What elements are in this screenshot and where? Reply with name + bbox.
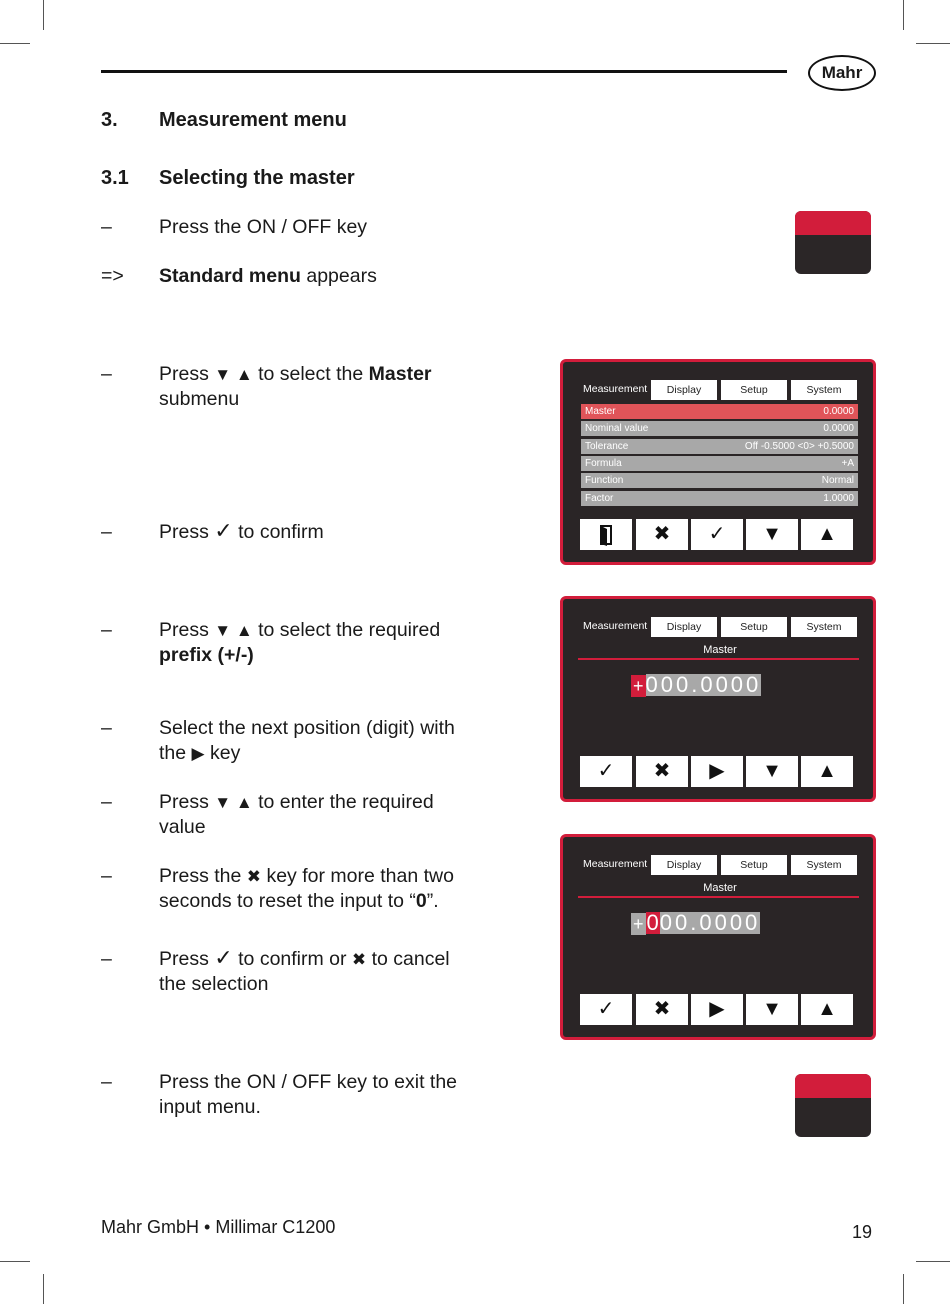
title-underline: [578, 658, 859, 660]
exit-icon: [597, 524, 615, 546]
step-bullet: =>: [101, 265, 124, 287]
tab-system[interactable]: System: [791, 855, 857, 875]
down-up-arrows-icon: ▼ ▲: [214, 793, 253, 812]
active-digit: 0: [646, 910, 659, 935]
step-text: Press ✓ to confirm: [159, 518, 324, 543]
tab-bar: [581, 855, 859, 875]
down-up-arrows-icon: ▼ ▲: [214, 365, 253, 384]
step-text: Press the ✖ key for more than two seconds to reset the input to “0”.: [159, 865, 454, 912]
crop-mark: [43, 0, 44, 30]
step-text: Press ▼ ▲ to select the required prefix (+/-): [159, 619, 441, 666]
tab-bar: [581, 617, 859, 637]
exit-button[interactable]: [580, 519, 632, 550]
crop-mark: [903, 0, 904, 30]
softkey-bar: [580, 994, 857, 1025]
check-icon: ✓: [214, 518, 233, 543]
tab-display[interactable]: Display: [651, 380, 717, 400]
crop-mark: [43, 1274, 44, 1304]
step-bullet: –: [101, 521, 112, 543]
tab-setup[interactable]: Setup: [721, 855, 787, 875]
cross-icon: ✖: [351, 950, 367, 969]
cancel-button[interactable]: ✖: [636, 756, 688, 787]
step-bullet: –: [101, 619, 112, 641]
step-text: Press ▼ ▲ to enter the required value: [159, 791, 434, 838]
next-digit-button[interactable]: ▶: [691, 756, 743, 787]
header-rule: [101, 70, 787, 73]
menu-row-function[interactable]: Function Normal: [581, 473, 858, 488]
up-button[interactable]: ▲: [801, 994, 853, 1025]
softkey-bar: [580, 519, 857, 550]
tab-measurement[interactable]: Measurement: [583, 383, 648, 395]
step-bullet: –: [101, 216, 112, 238]
crop-mark: [903, 1274, 904, 1304]
tab-system[interactable]: System: [791, 380, 857, 400]
step-text: Select the next position (digit) with the ▶ key: [159, 717, 455, 764]
crop-mark: [0, 43, 30, 44]
step-bullet: –: [101, 717, 112, 739]
step-text: Press the ON / OFF key to exit the input menu.: [159, 1071, 458, 1118]
down-up-arrows-icon: ▼ ▲: [214, 621, 253, 640]
subsection-title: Selecting the master: [159, 167, 355, 189]
cancel-button[interactable]: ✖: [636, 519, 688, 550]
sign-digit: +: [633, 914, 644, 934]
crop-mark: [0, 1261, 30, 1262]
up-button[interactable]: ▲: [801, 756, 853, 787]
tab-measurement[interactable]: Measurement: [583, 620, 648, 632]
next-digit-button[interactable]: ▶: [691, 994, 743, 1025]
down-button[interactable]: ▼: [746, 519, 798, 550]
step-bullet: –: [101, 948, 112, 970]
mahr-logo: Mahr: [808, 55, 876, 91]
step-bullet: –: [101, 363, 112, 385]
title-underline: [578, 896, 859, 898]
step-text: Press ▼ ▲ to select the Master submenu: [159, 363, 432, 410]
tab-measurement[interactable]: Measurement: [583, 858, 648, 870]
footer-text: Mahr GmbH • Millimar C1200: [101, 1217, 336, 1237]
confirm-button[interactable]: ✓: [580, 994, 632, 1025]
step-text: Press ✓ to confirm or ✖ to cancel the selection: [159, 945, 450, 995]
value-digits: 000.0000: [645, 672, 762, 697]
master-value-input[interactable]: [631, 674, 761, 696]
on-off-key[interactable]: [795, 211, 871, 274]
tab-setup[interactable]: Setup: [721, 617, 787, 637]
device-screen-master-input-prefix: [560, 596, 876, 802]
input-title: Master: [703, 644, 737, 656]
confirm-button[interactable]: ✓: [580, 756, 632, 787]
crop-mark: [916, 43, 950, 44]
tab-system[interactable]: System: [791, 617, 857, 637]
cancel-button[interactable]: ✖: [636, 994, 688, 1025]
tab-setup[interactable]: Setup: [721, 380, 787, 400]
on-off-key[interactable]: [795, 1074, 871, 1137]
check-icon: ✓: [214, 945, 233, 970]
down-button[interactable]: ▼: [746, 756, 798, 787]
menu-row-formula[interactable]: Formula +A: [581, 456, 858, 471]
value-digits: 00.0000: [659, 910, 761, 935]
menu-row-factor[interactable]: Factor 1.0000: [581, 491, 858, 506]
page-number: 19: [852, 1222, 873, 1242]
tab-display[interactable]: Display: [651, 617, 717, 637]
confirm-button[interactable]: ✓: [691, 519, 743, 550]
step-bullet: –: [101, 791, 112, 813]
master-value-input[interactable]: [631, 912, 760, 934]
step-bullet: –: [101, 1071, 112, 1093]
cross-icon: ✖: [246, 867, 262, 886]
softkey-bar: [580, 756, 857, 787]
tab-bar: [581, 380, 859, 400]
subsection-number: 3.1: [101, 167, 129, 189]
menu-row-nominal-value[interactable]: Nominal value 0.0000: [581, 421, 858, 436]
menu-row-tolerance[interactable]: Tolerance Off -0.5000 <0> +0.5000: [581, 439, 858, 454]
device-screen-standard-menu: [560, 359, 876, 565]
menu-row-master[interactable]: Master 0.0000: [581, 404, 858, 419]
step-bullet: –: [101, 865, 112, 887]
sign-digit: +: [633, 676, 644, 696]
crop-mark: [916, 1261, 950, 1262]
right-arrow-icon: ▶: [191, 744, 205, 763]
step-text: Press the ON / OFF key: [159, 216, 368, 238]
tab-display[interactable]: Display: [651, 855, 717, 875]
down-button[interactable]: ▼: [746, 994, 798, 1025]
up-button[interactable]: ▲: [801, 519, 853, 550]
device-screen-master-input-digit: [560, 834, 876, 1040]
section-number: 3.: [101, 109, 118, 131]
input-title: Master: [703, 882, 737, 894]
section-title: Measurement menu: [159, 109, 347, 131]
step-text: Standard menu appears: [159, 265, 377, 287]
